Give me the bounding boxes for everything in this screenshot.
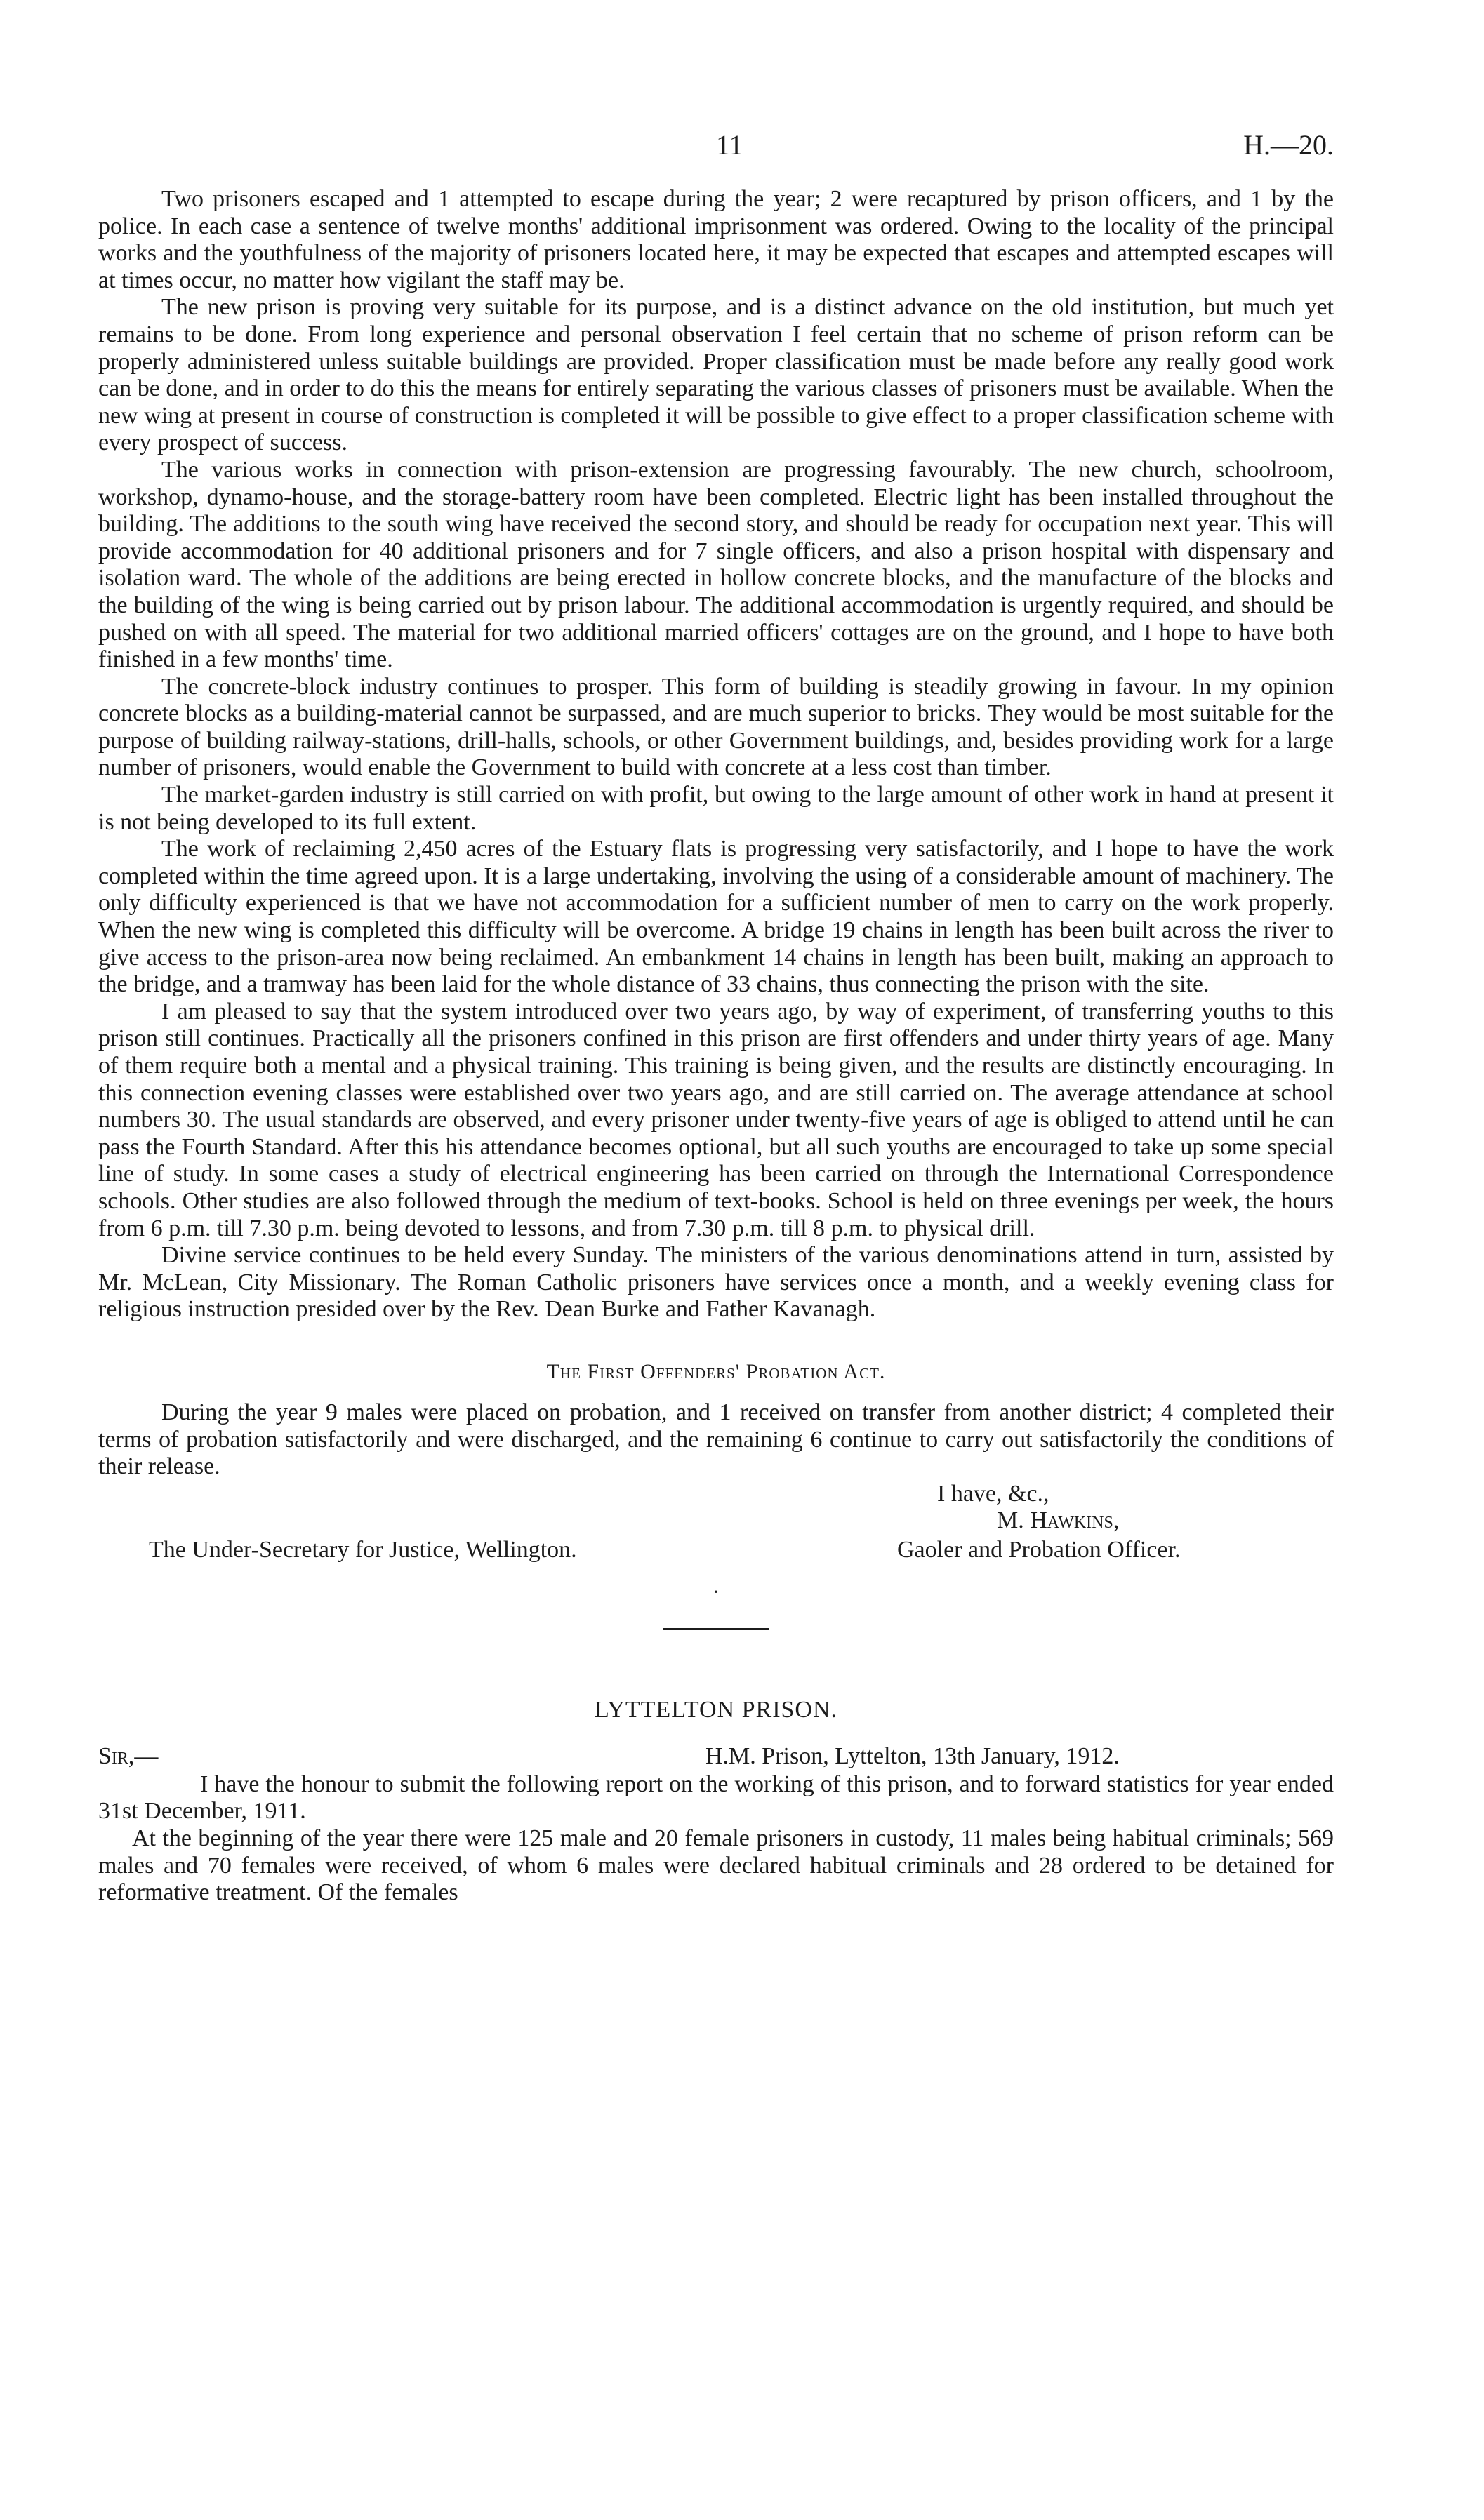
- signature-title: Gaoler and Probation Officer.: [897, 1536, 1181, 1563]
- signature-block: [98, 1481, 1334, 1565]
- paragraph-youths-training: I am pleased to say that the system introduced over two years ago, by way of experiment, of transferring youths to this prison still continues. Practically all the prisoners confined in this prison are first offenders and under thirty years of age. Many of them require both a mental and a physical training. This training is being given, and the results are distinctly encouraging. In this connection evening classes were established over two years ago, and are still carried on. The average attendance at school numbers 30. The usual standards are observed, and every prisoner under twenty-five years of age is obliged to attend until he can pass the Fourth Standard. After this his attendance becomes optional, but all such youths are encouraged to take up some special line of study. In some cases a study of electrical engineering has been carried on through the International Correspondence schools. Other studies are also followed through the medium of text-books. School is held on three evenings per week, the hours from 6 p.m. till 7.30 p.m. being devoted to lessons, and from 7.30 p.m. till 8 p.m. to physical drill.: [98, 998, 1334, 1241]
- paragraph-divine-service: Divine service continues to be held every Sunday. The ministers of the various denominations attend in turn, assisted by Mr. McLean, City Missionary. The Roman Catholic prisoners have services once a month, and a weekly evening class for religious instruction presided over by the Rev. Dean Burke and Father Kavanagh.: [98, 1242, 1334, 1323]
- paragraph-reclamation: The work of reclaiming 2,450 acres of the Estuary flats is progressing very satisfactorily, and I hope to have the work completed within the time agreed upon. It is a large undertaking, involving the using of a considerable amount of machinery. The only difficulty experienced is that we have not accommodation for a sufficient number of men to carry on the work properly. When the new wing is completed this difficulty will be overcome. A bridge 19 chains in length has been built across the river to give access to the prison-area now being reclaimed. An embankment 14 chains in length has been built, making an approach to the bridge, and a tramway has been laid for the whole distance of 33 chains, thus connecting the prison with the site.: [98, 836, 1334, 998]
- probation-heading: The First Offenders' Probation Act.: [546, 1359, 886, 1383]
- signature-name: M. Hawkins,: [997, 1507, 1120, 1533]
- paragraph-beginning-of-year: At the beginning of the year there were 125 male and 20 female prisoners in custody, 11 males being habitual criminals; 569 males and 70 females were received, of whom 6 males were declared habitual criminals and 28 ordered to be detained for reformative treatment. Of the females: [98, 1825, 1334, 1906]
- lyttelton-report-body: [98, 1771, 1334, 1907]
- document-page: [98, 123, 1334, 1907]
- document-reference: H.—20.: [1243, 129, 1334, 161]
- signature-addressee: The Under-Secretary for Justice, Wellington.: [149, 1536, 577, 1563]
- letter-address-line: [98, 1743, 1334, 1771]
- page-header: [98, 123, 1334, 186]
- signature-closing: I have, &c.,: [937, 1480, 1049, 1507]
- hawkins-report-body: [98, 186, 1334, 1324]
- probation-body: [98, 1399, 1334, 1481]
- section-divider: [663, 1628, 769, 1630]
- paragraph-new-prison: The new prison is proving very suitable for its purpose, and is a distinct advance on the old institution, but much yet remains to be done. From long experience and personal observation I feel certain that no scheme of prison reform can be properly administered unless suitable buildings are provided. Proper classification must be made before any really good work can be done, and in order to do this the means for entirely separating the various classes of prisoners must be available. When the new wing at present in course of construction is completed it will be possible to give effect to a proper classification scheme with every prospect of success.: [98, 294, 1334, 456]
- paragraph-concrete-block: The concrete-block industry continues to prosper. This form of building is steadily growing in favour. In my opinion concrete blocks as a building-material cannot be surpassed, and are much superior to bricks. They would be most suitable for the purpose of building railway-stations, drill-halls, schools, or other Government buildings, and, besides providing work for a large number of prisoners, would enable the Government to build with concrete at a less cost than timber.: [98, 673, 1334, 781]
- paragraph-prison-extension: The various works in connection with prison-extension are progressing favourably. The new church, schoolroom, workshop, dynamo-house, and the storage-battery room have been completed. Electric light has been installed throughout the building. The additions to the south wing have received the second story, and should be ready for occupation next year. This will provide accommodation for 40 additional prisoners and for 7 single officers, and also a prison hospital with dispensary and isolation ward. The whole of the additions are being erected in hollow concrete blocks, and the manufacture of the blocks and the building of the wing is being carried out by prison labour. The additional accommodation is urgently required, and should be pushed on with all speed. The material for two additional married officers' cottages are on the ground, and I hope to have both finished in a few months' time.: [98, 456, 1334, 673]
- paragraph-escapes: Two prisoners escaped and 1 attempted to escape during the year; 2 were recaptured by prison officers, and 1 by the police. In each case a sentence of twelve months' additional imprisonment was ordered. Owing to the locality of the principal works and the youthfulness of the majority of prisoners located here, it may be expected that escapes and attempted escapes will at times occur, no matter how vigilant the staff may be.: [98, 186, 1334, 293]
- page-number: 11: [716, 129, 743, 161]
- salutation: Sir,—: [98, 1742, 159, 1769]
- paragraph-honour: I have the honour to submit the following report on the working of this prison, and to forward statistics for year ended 31st December, 1911.: [98, 1771, 1334, 1825]
- paragraph-market-garden: The market-garden industry is still carried on with profit, but owing to the large amount of other work in hand at present it is not being developed to its full extent.: [98, 782, 1334, 835]
- lyttelton-heading: LYTTELTON PRISON.: [594, 1696, 838, 1723]
- place-date: H.M. Prison, Lyttelton, 13th January, 1912.: [705, 1742, 1120, 1769]
- separator-dot: ·: [713, 1580, 720, 1604]
- paragraph-probation: During the year 9 males were placed on probation, and 1 received on transfer from another district; 4 completed their terms of probation satisfactorily and were discharged, and the remaining 6 continue to carry out satisfactorily the conditions of their release.: [98, 1399, 1334, 1480]
